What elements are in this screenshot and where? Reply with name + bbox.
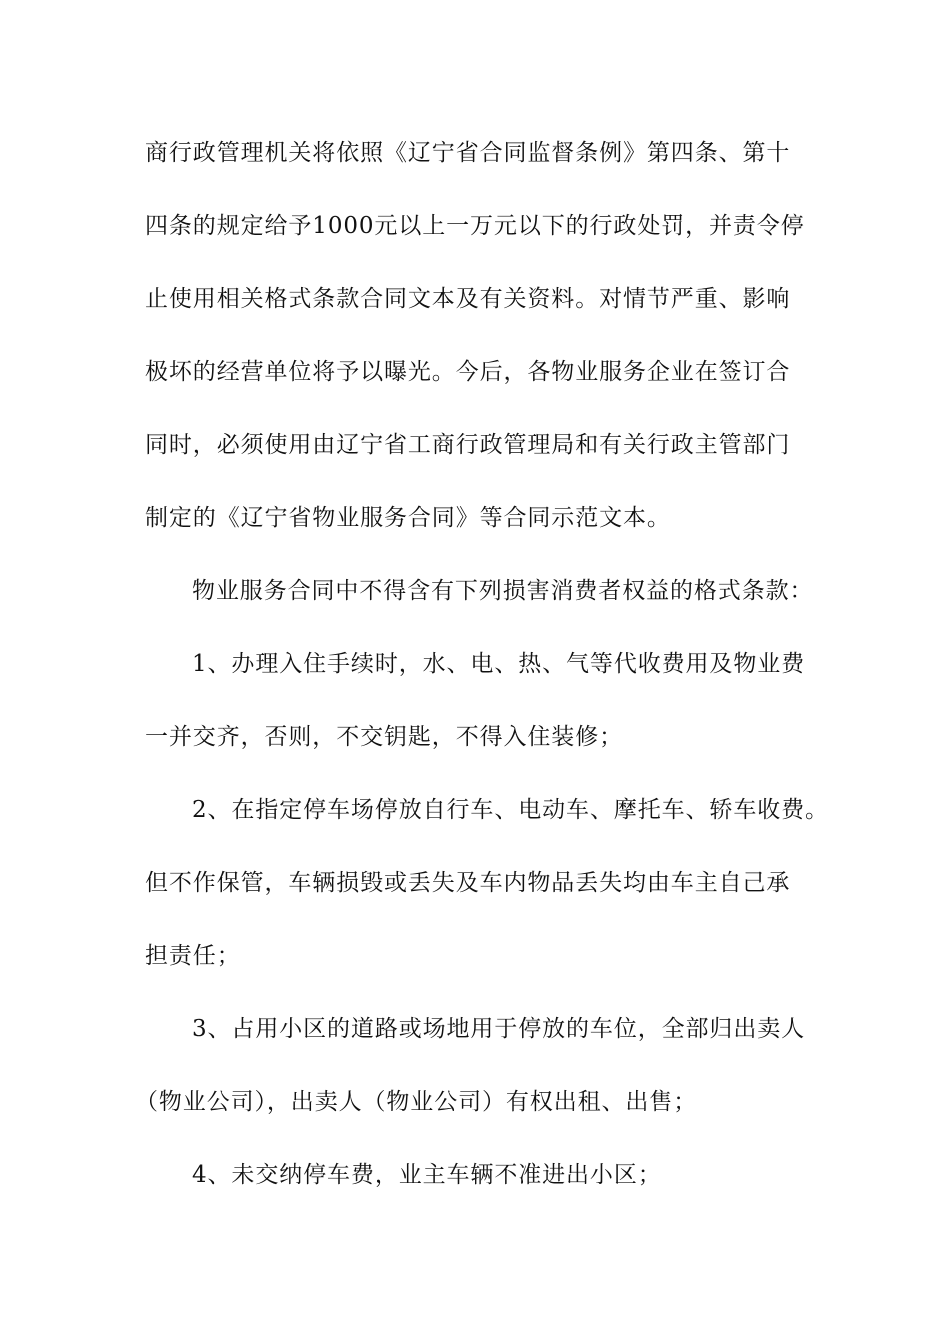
list-item-2-continuation: 但不作保管，车辆损毁或丢失及车内物品丢失均由车主自己承	[145, 870, 791, 896]
list-item-3-line: 3、占用小区的道路或场地用于停放的车位，全部归出卖人	[192, 1016, 806, 1042]
list-item-2-line: 2、在指定停车场停放自行车、电动车、摩托车、轿车收费。	[192, 797, 829, 823]
list-item-1-continuation: 一并交齐，否则，不交钥匙，不得入住装修；	[145, 724, 623, 750]
paragraph-line: 四条的规定给予1000元以上一万元以下的行政处罚，并责令停	[145, 213, 805, 239]
list-item-2-continuation: 担责任；	[145, 943, 241, 969]
list-item-4-line: 4、未交纳停车费，业主车辆不准进出小区；	[192, 1162, 662, 1188]
list-item-3-continuation: （物业公司），出卖人（物业公司）有权出租、出售；	[135, 1089, 698, 1115]
paragraph-line: 同时，必须使用由辽宁省工商行政管理局和有关行政主管部门	[145, 432, 791, 458]
list-intro-line: 物业服务合同中不得含有下列损害消费者权益的格式条款：	[192, 578, 814, 604]
paragraph-line: 极坏的经营单位将予以曝光。今后，各物业服务企业在签订合	[145, 359, 791, 385]
paragraph-line: 商行政管理机关将依照《辽宁省合同监督条例》第四条、第十	[145, 140, 791, 166]
paragraph-line: 制定的《辽宁省物业服务合同》等合同示范文本。	[145, 505, 671, 531]
list-item-1-line: 1、办理入住手续时，水、电、热、气等代收费用及物业费	[192, 651, 806, 677]
paragraph-line: 止使用相关格式条款合同文本及有关资料。对情节严重、影响	[145, 286, 791, 312]
